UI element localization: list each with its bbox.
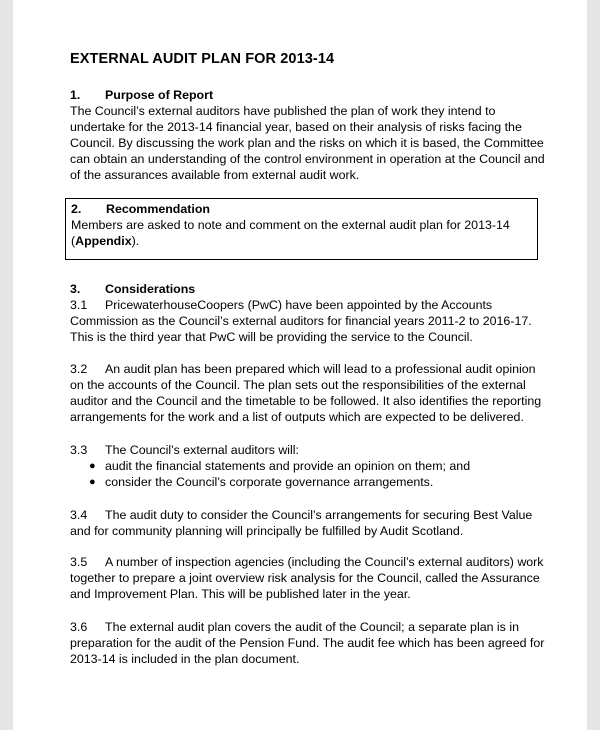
bullet-icon: ●	[89, 476, 96, 488]
paragraph-3-1: 3.1 PricewaterhouseCoopers (PwC) have been appointed by the Accounts Commission as the Council’s external auditors for financial years 2011-2 to 2016-17. This is the third year that PwC will be providing the service to the Council.	[70, 298, 532, 344]
section-title: Recommendation	[106, 202, 210, 216]
section-purpose	[70, 87, 548, 183]
section-number: 3.	[70, 282, 81, 296]
section-number: 2.	[71, 202, 82, 216]
section-recommendation	[65, 198, 538, 260]
paragraph-3-5: 3.5 A number of inspection agencies (including the Council’s external auditors) work together to prepare a joint overview risk analysis for the Council, called the Assurance and Improvement Plan. This will be published later in the year.	[70, 555, 544, 601]
section-body: Members are asked to note and comment on the external audit plan for 2013-14 (Appendix).	[71, 218, 510, 248]
section-title: Purpose of Report	[105, 88, 214, 102]
bullet-icon: ●	[89, 460, 96, 472]
page-title: EXTERNAL AUDIT PLAN FOR 2013-14	[70, 51, 335, 67]
paragraph-3-6: 3.6 The external audit plan covers the audit of the Council; a separate plan is in preparation for the audit of the Pension Fund. The audit fee which has been agreed for 2013-14 is included in the plan document.	[70, 620, 545, 666]
section-title: Considerations	[105, 282, 196, 296]
paragraph-3-2: 3.2 An audit plan has been prepared which will lead to a professional audit opinion on the accounts of the Council. The plan sets out the responsibilities of the external auditor and the Council and the timetable to be followed. It also identifies the reporting arrangements for the work and a list of outputs which are expected to be delivered.	[70, 362, 542, 424]
section-considerations	[70, 281, 548, 345]
list-item: ● audit the financial statements and provide an opinion on them; and	[89, 459, 471, 473]
list-item: ● consider the Council’s corporate governance arrangements.	[89, 475, 434, 489]
section-heading	[70, 87, 548, 103]
bullet-list	[70, 458, 548, 490]
paragraph-3-3: 3.3 The Council’s external auditors will: ● audit the financial statements and provide an opinion on them; and ● consider the Council’s corporate governance arrangements.	[70, 442, 548, 490]
section-number: 1.	[70, 88, 81, 102]
section-heading	[71, 201, 537, 217]
document-page	[13, 0, 587, 730]
section-heading	[70, 281, 548, 297]
appendix-reference: Appendix	[75, 234, 132, 248]
paragraph-3-4: 3.4 The audit duty to consider the Council’s arrangements for securing Best Value and for community planning will principally be fulfilled by Audit Scotland.	[70, 508, 533, 538]
section-body: The Council’s external auditors have published the plan of work they intend to undertake for the 2013-14 financial year, based on their analysis of risks facing the Council. By discussing the work plan and the risks on which it is based, the Committee can obtain an understanding of the control environment in operation at the Council and of the assurances available from external audit work.	[70, 104, 545, 182]
